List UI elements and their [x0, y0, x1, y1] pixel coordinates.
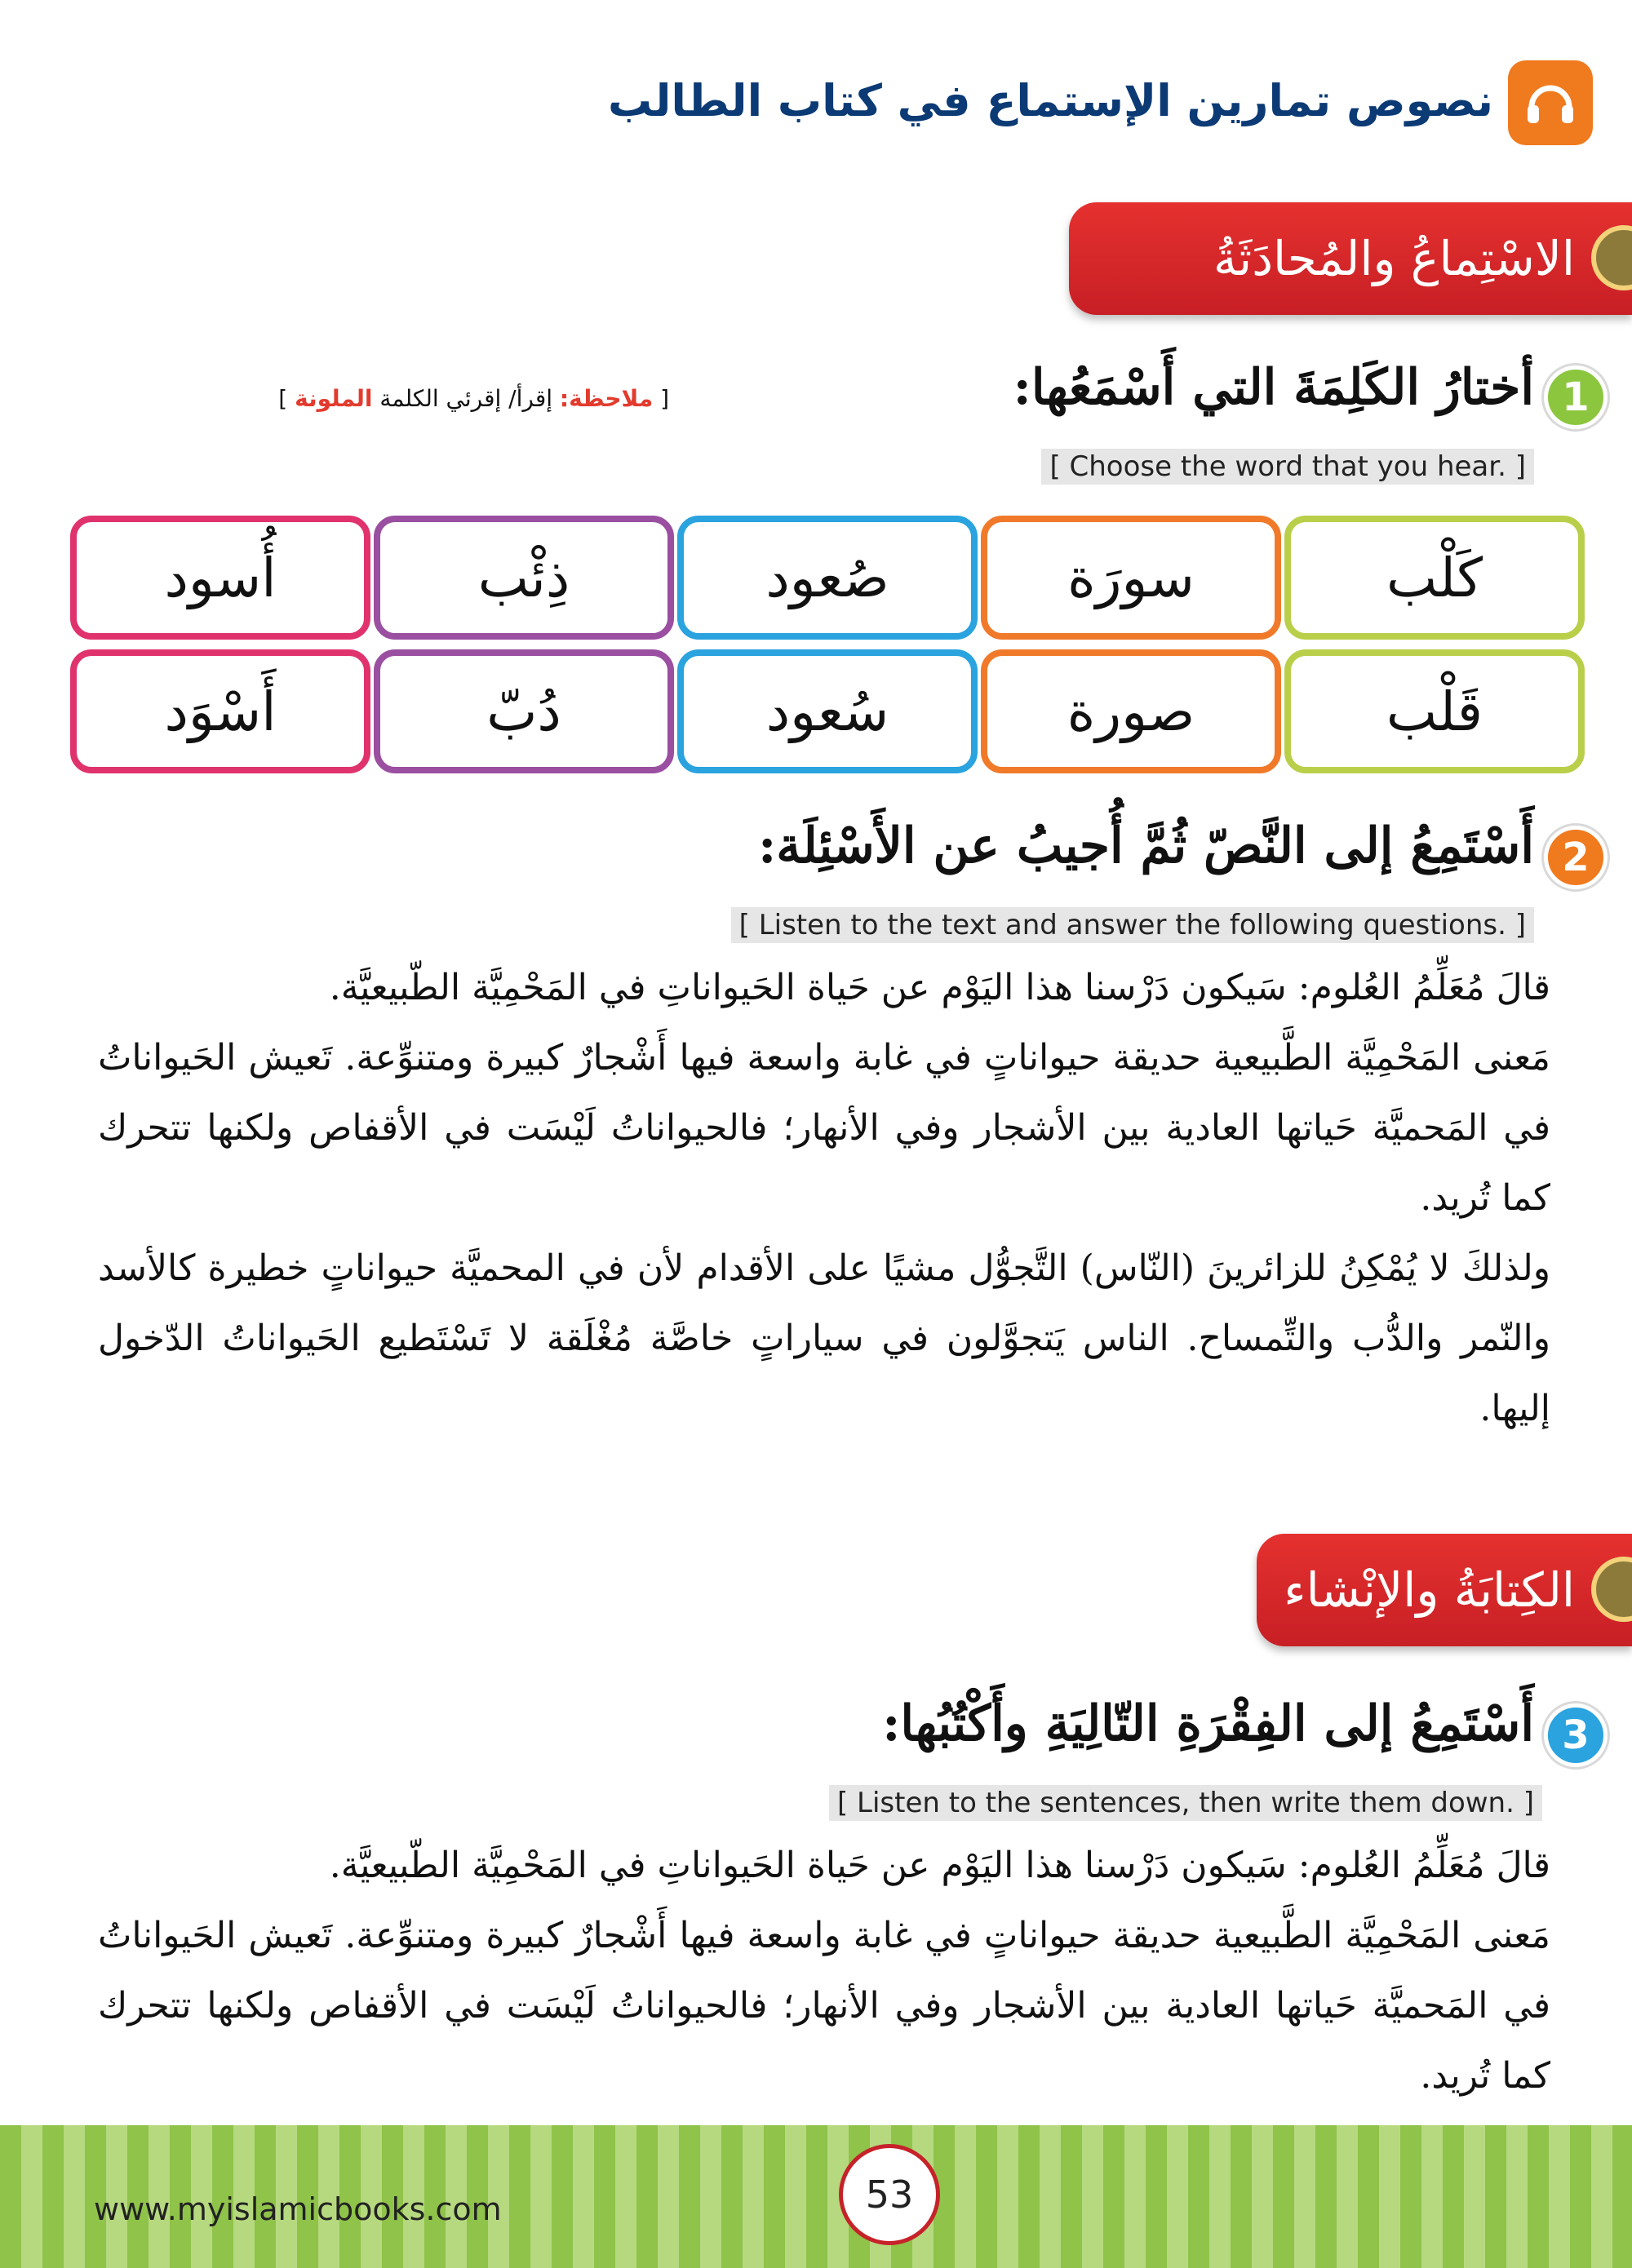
exercise-3-title: أَسْتَمِعُ إلى الفِقْرَةِ التّالِيَةِ وأَكْتُبُها: — [882, 1695, 1534, 1752]
note-bracket-open: [ — [660, 385, 669, 412]
headphones-icon-svg — [1522, 74, 1579, 131]
paragraph: مَعنى المَحْمِيَّة الطَّبيعية حديقة حيواناتٍ في غابة واسعة فيها أَشْجارٌ كبيرة ومتنوِّعة. تَعيش الحَيواناتُ في المَحميَّة حَياتها العادية بين الأشجار وفي الأنهار؛ فالحيواناتُ لَيْسَت في الأقفاص ولكنها تتحرك كما تُريد. — [98, 1915, 1550, 2097]
paragraph: قالَ مُعَلِّمُ العُلوم: سَيكون دَرْسنا هذا اليَوْم عن حَياة الحَيواناتِ في المَحْمِيَّة الطّبيعيَّة. — [329, 967, 1550, 1008]
page-number: 53 — [839, 2144, 940, 2245]
word-card[interactable]: أُسود — [70, 516, 370, 640]
word-card[interactable]: صورة — [981, 649, 1281, 773]
footer-website-url[interactable]: www.myislamicbooks.com — [94, 2191, 502, 2227]
exercise-3-text — [98, 1831, 1550, 2111]
page-header-title: نصوص تمارين الإستماع في كتاب الطالب — [607, 75, 1493, 126]
note-label: ملاحظة: — [559, 385, 654, 412]
writing-section-title: الكِتابَةُ والإنْشاء — [1284, 1562, 1575, 1618]
exercise-2-number: 2 — [1544, 826, 1608, 889]
headphones-icon — [1508, 60, 1593, 145]
exercise-3-number: 3 — [1544, 1703, 1608, 1767]
listening-section-banner — [1069, 202, 1632, 315]
word-card[interactable]: سُعود — [677, 649, 978, 773]
paragraph: قالَ مُعَلِّمُ العُلوم: سَيكون دَرْسنا هذا اليَوْم عن حَياة الحَيواناتِ في المَحْمِيَّة الطّبيعيَّة. — [329, 1845, 1550, 1886]
writing-section-banner — [1257, 1534, 1632, 1646]
listening-section-title: الاسْتِماعُ والمُحادَثَةُ — [1213, 231, 1575, 286]
exercise-1-english-instruction: [ Choose the word that you hear. ] — [1041, 449, 1534, 485]
paragraph: ولذلكَ لا يُمْكِنُ للزائرينَ (النّاس) التَّجوُّل مشيًا على الأقدام لأن في المحميَّة حيواناتٍ خطيرة كالأسد والنّمر والدُّب والتِّمساح. الناس يَتجوَّلون في سياراتٍ خاصَّة مُغْلَقة لا تَسْتَطيع الحَيواناتُ الدّخول إليها. — [98, 1247, 1550, 1429]
note-bracket-close: ] — [278, 385, 288, 412]
word-card[interactable]: صُعود — [677, 516, 978, 640]
word-card[interactable]: سورَة — [981, 516, 1281, 640]
banner-knob — [1591, 225, 1632, 290]
note-highlight: الملونة — [295, 385, 373, 412]
word-card[interactable]: أَسْوَد — [70, 649, 370, 773]
note-text: إقرأ/ إقرئي الكلمة — [379, 385, 553, 412]
exercise-2-english-instruction: [ Listen to the text and answer the following questions. ] — [731, 907, 1534, 943]
word-card[interactable]: كَلْب — [1284, 516, 1585, 640]
word-card[interactable]: دُبّ — [374, 649, 674, 773]
banner-knob — [1591, 1557, 1632, 1622]
paragraph: مَعنى المَحْمِيَّة الطَّبيعية حديقة حيواناتٍ في غابة واسعة فيها أَشْجارٌ كبيرة ومتنوِّعة. تَعيش الحَيواناتُ في المَحميَّة حَياتها العادية بين الأشجار وفي الأنهار؛ فالحيواناتُ لَيْسَت في الأقفاص ولكنها تتحرك كما تُريد. — [98, 1037, 1550, 1219]
word-card[interactable]: قَلْب — [1284, 649, 1585, 773]
word-card[interactable]: ذِئْب — [374, 516, 674, 640]
exercise-2-title: أَسْتَمِعُ إلى النَّصّ ثُمَّ أُجيبُ عن الأَسْئِلَة: — [758, 817, 1534, 875]
exercise-1-title: أختارُ الكَلِمَةَ التي أَسْمَعُها: — [1013, 359, 1534, 416]
exercise-3-english-instruction: [ Listen to the sentences, then write them down. ] — [829, 1785, 1542, 1821]
exercise-1-number: 1 — [1544, 365, 1608, 429]
exercise-1-note — [278, 385, 669, 412]
exercise-2-text — [98, 953, 1550, 1444]
